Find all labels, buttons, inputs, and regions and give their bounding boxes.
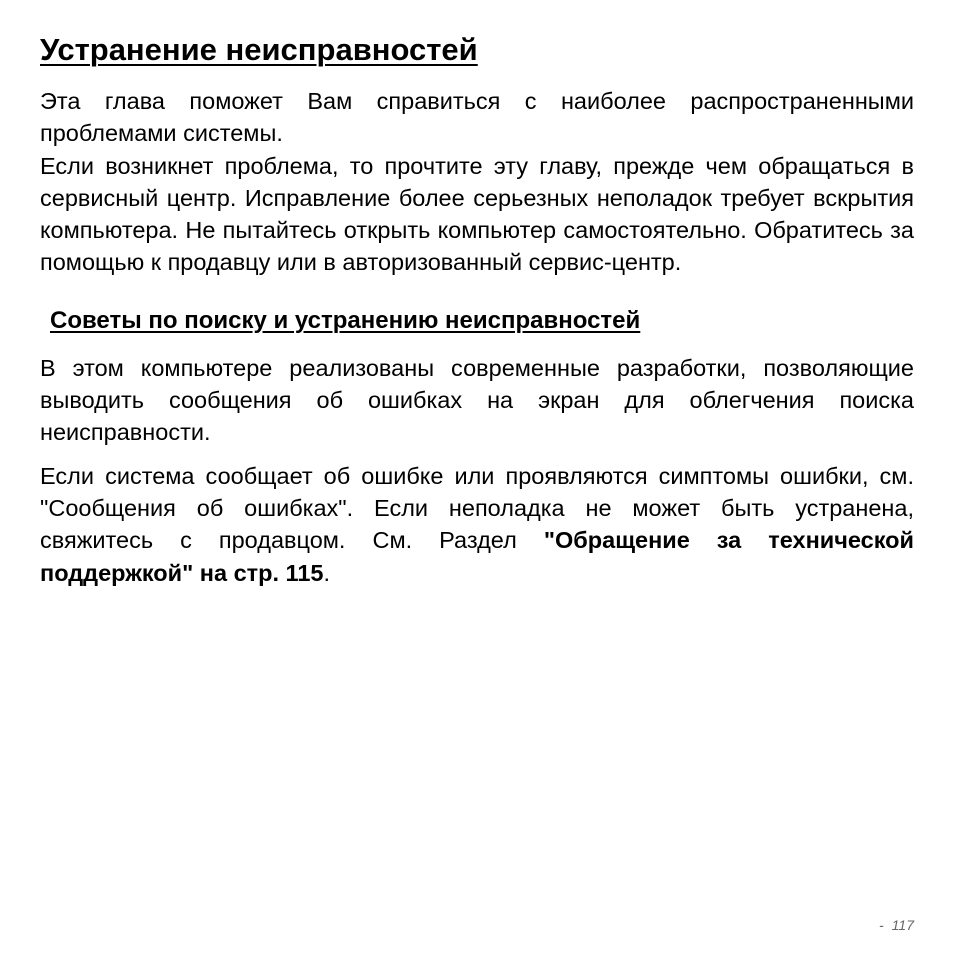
section-paragraph-1: В этом компьютере реализованы современные разработки, позволяющие выводить сообщения об ошибках на экран для облегчения поиска неисправности. xyxy=(40,354,914,446)
page-content xyxy=(40,30,914,589)
section-paragraph-2 xyxy=(40,460,914,589)
intro-paragraph-2: Если возникнет проблема, то прочтите эту главу, прежде чем обращаться в сервисный центр. Исправление более серьезных неполадок требует вскрытия компьютера. Не пытайтесь открыть компьютер самостоятельно. Обратитесь за помощью к продавцу или в авторизованный сервис-центр. xyxy=(40,152,914,276)
page-footer xyxy=(879,917,914,933)
section-paragraph-2-end: . xyxy=(323,559,330,586)
intro-paragraph-1: Эта глава поможет Вам справиться с наиболее распространенными проблемами системы. xyxy=(40,88,914,147)
section-paragraph-2-text: Если система сообщает об ошибке или проявляются симптомы ошибки, см. "Сообщения об ошибках". Если неполадка не может быть устранена, свяжитесь с продавцом. См. Раздел xyxy=(40,462,914,554)
section-heading: Советы по поиску и устранению неисправностей xyxy=(50,306,641,334)
page-title: Устранение неисправностей xyxy=(40,32,478,67)
footer-dash: - xyxy=(879,917,884,933)
support-cross-reference-link[interactable]: "Обращение за технической поддержкой" на стр. 115 xyxy=(40,527,914,586)
page-number: 117 xyxy=(891,917,914,933)
